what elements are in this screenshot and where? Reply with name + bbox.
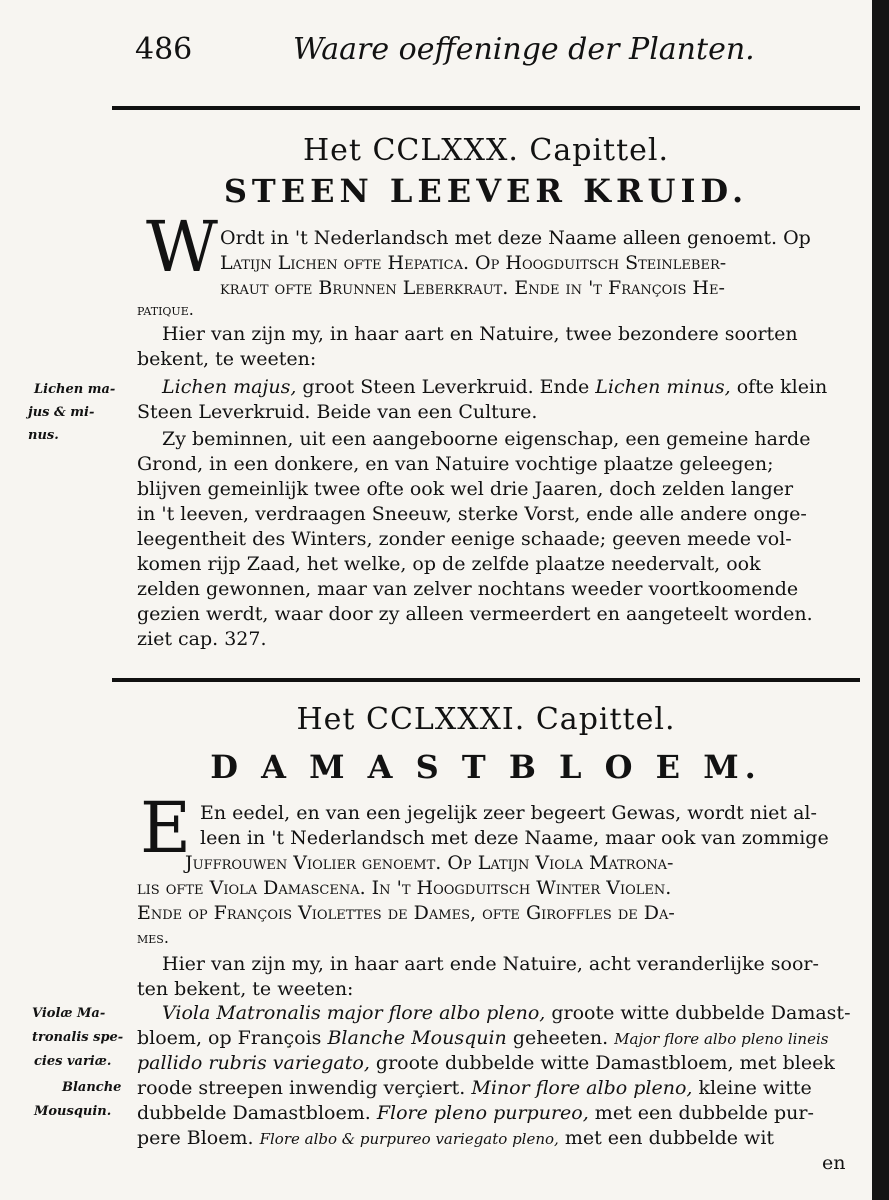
text-run: groot Steen Leverkruid. Ende	[296, 376, 596, 398]
c281-p1-line: leen in 't Nederlandsch met deze Naame, maar ook van zommige	[200, 827, 829, 849]
text-run: dubbelde Damastbloem.	[137, 1102, 377, 1124]
c281-p3-line	[137, 1027, 828, 1049]
text-run: bloem, op François	[137, 1027, 328, 1049]
c280-p4-line: zelden gewonnen, maar van zelver nochtans weeder voortkoomende	[137, 578, 799, 600]
margin-note-line: cies variæ.	[34, 1054, 112, 1069]
text-run: met een dubbelde pur-	[588, 1102, 814, 1124]
margin-note-line: jus & mi-	[28, 405, 95, 420]
c280-p2-line: Hier van zijn my, in haar aart en Natuire, twee bezondere soorten	[162, 323, 798, 345]
c281-p1-line: En eedel, en van een jegelijk zeer begeert Gewas, wordt niet al-	[200, 802, 817, 824]
text-run: met een dubbelde wit	[558, 1127, 775, 1149]
latin-name: Flore pleno purpureo,	[376, 1102, 589, 1124]
c280-p4-line: Grond, in een donkere, en van Natuire vochtige plaatze geleegen;	[137, 453, 774, 475]
margin-note-line: Blanche	[62, 1080, 122, 1095]
latin-name: Flore albo & purpureo variegato pleno,	[259, 1130, 559, 1148]
c280-p4-line: komen rijp Zaad, het welke, op de zelfde plaatze needervalt, ook	[137, 553, 761, 575]
text-run: pere Bloem.	[137, 1127, 260, 1149]
c280-p1-line: Latijn Lichen ofte Hepatica. Op Hoogduitsch Steinleber-	[220, 252, 727, 274]
latin-name: Blanche Mousquin	[327, 1027, 507, 1049]
c281-p3-line	[137, 1102, 814, 1124]
latin-name: Lichen majus,	[162, 376, 297, 398]
margin-note-line: tronalis spe-	[32, 1030, 124, 1045]
c280-p1-line: kraut ofte Brunnen Leberkraut. Ende in 't François He-	[220, 277, 725, 299]
c280-p4-line: leegentheit des Winters, zonder eenige schaade; geeven meede vol-	[137, 528, 792, 550]
text-run: kleine witte	[692, 1077, 812, 1099]
c281-p1-line: lis ofte Viola Damascena. In 't Hoogduitsch Winter Violen.	[137, 877, 672, 899]
header-rule	[112, 106, 860, 110]
dropcap-w: W	[146, 206, 218, 288]
c281-p2-line: Hier van zijn my, in haar aart ende Natuire, acht veranderlijke soor-	[162, 953, 819, 975]
margin-note-line: Violæ Ma-	[32, 1006, 106, 1021]
dropcap-e: E	[140, 787, 192, 869]
text-run: ofte klein	[730, 376, 828, 398]
latin-name: Viola Matronalis major flore albo pleno,	[162, 1002, 546, 1024]
c280-p4-line: ziet cap. 327.	[137, 628, 267, 650]
text-run: roode streepen inwendig verçiert.	[137, 1077, 472, 1099]
c281-p3-line	[137, 1077, 812, 1099]
chapter-281-heading: Het CCLXXXI. Capittel.	[296, 702, 676, 737]
c280-p1-line: patique.	[137, 300, 194, 319]
book-page-edge	[872, 0, 889, 1200]
text-run: groote dubbelde witte Damastbloem, met bleek	[369, 1052, 835, 1074]
c280-p4-line: blijven gemeinlijk twee ofte ook wel drie Jaaren, doch zelden langer	[137, 478, 794, 500]
c281-p3-line	[137, 1052, 835, 1074]
chapter-280-title: STEEN LEEVER KRUID.	[223, 172, 749, 210]
c281-p1-line: Juffrouwen Violier genoemt. Op Latijn Viola Matrona-	[185, 852, 674, 874]
running-title: Waare oeffeninge der Planten.	[293, 32, 755, 67]
c280-p4-line: in 't leeven, verdraagen Sneeuw, sterke Vorst, ende alle andere onge-	[137, 503, 807, 525]
latin-name: Lichen minus,	[595, 376, 731, 398]
c280-p1-line: Ordt in 't Nederlandsch met deze Naame alleen genoemt. Op	[220, 227, 811, 249]
margin-note-line: Mousquin.	[34, 1104, 112, 1119]
latin-name: Minor flore albo pleno,	[471, 1077, 693, 1099]
catchword: en	[822, 1152, 846, 1174]
c281-p1-line: mes.	[137, 928, 169, 947]
text-run: geheeten.	[506, 1027, 615, 1049]
latin-name: Major flore albo pleno lineis	[614, 1030, 829, 1048]
text-run: groote witte dubbelde Damast-	[545, 1002, 851, 1024]
c280-p3-line	[162, 376, 827, 398]
c281-p3-line	[137, 1127, 774, 1149]
page-number: 486	[135, 32, 193, 67]
latin-name: pallido rubris variegato,	[137, 1052, 370, 1074]
chapter-divider	[112, 678, 860, 682]
c281-p3-line	[162, 1002, 851, 1024]
margin-note-line: nus.	[28, 428, 59, 443]
chapter-281-title: D A M A S T B L O E M.	[210, 748, 762, 786]
chapter-280-heading: Het CCLXXX. Capittel.	[302, 133, 670, 168]
c281-p2-line: ten bekent, te weeten:	[137, 978, 354, 1000]
c281-p1-line: Ende op François Violettes de Dames, ofte Giroffles de Da-	[137, 902, 675, 924]
c280-p4-line: gezien werdt, waar door zy alleen vermeerdert en aangeteelt worden.	[137, 603, 813, 625]
margin-note-line: Lichen ma-	[34, 382, 116, 397]
c280-p3-line: Steen Leverkruid. Beide van een Culture.	[137, 401, 538, 423]
c280-p2-line: bekent, te weeten:	[137, 348, 317, 370]
c280-p4-line: Zy beminnen, uit een aangeboorne eigenschap, een gemeine harde	[162, 428, 811, 450]
